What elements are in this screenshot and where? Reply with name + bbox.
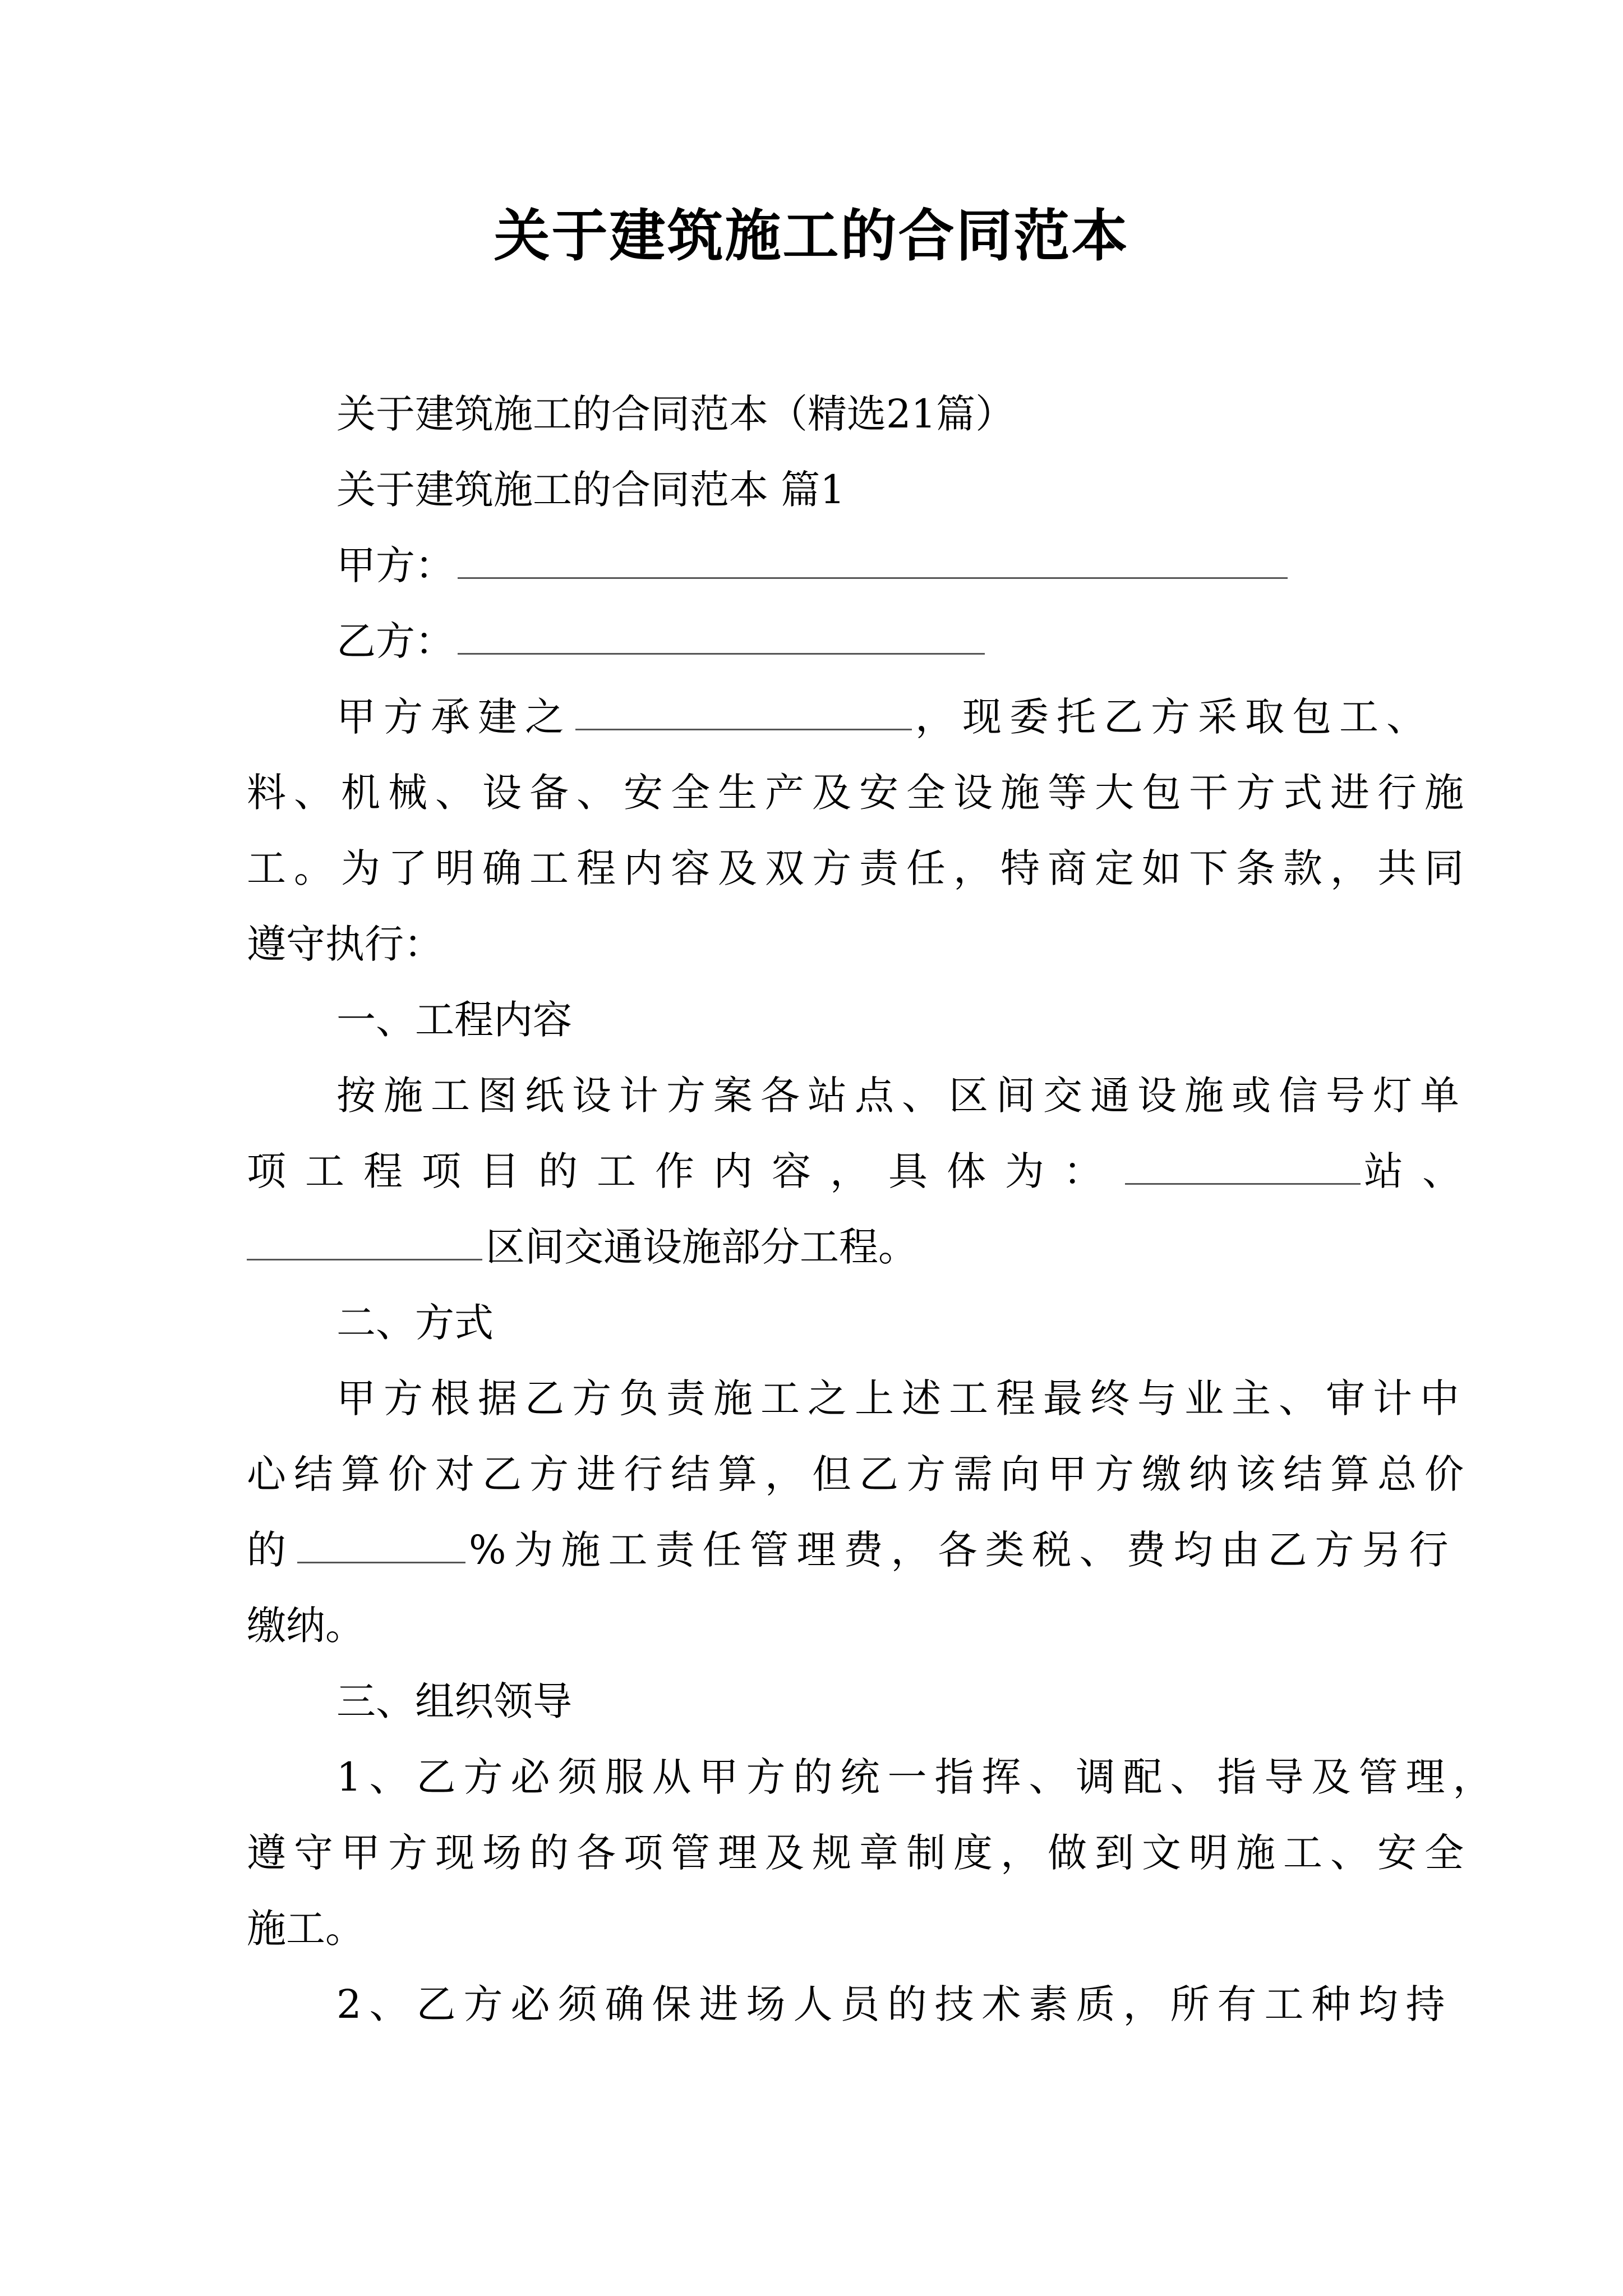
section-2-line-4: 缴纳。 xyxy=(247,1603,365,1649)
section-2-line-3 xyxy=(247,1512,1456,1588)
document-title: 关于建筑施工的合同范本 xyxy=(494,203,1129,269)
interval-blank xyxy=(247,1220,482,1260)
party-a-label: 甲方： xyxy=(336,542,454,588)
intro-line-4: 遵守执行： xyxy=(247,921,443,967)
section-1-text-3: 区间交通设施部分工程。 xyxy=(486,1224,917,1270)
intro-line-2: 料、机械、设备、安全生产及安全设施等大包干方式进行施 xyxy=(247,770,1472,816)
section-1-heading: 一、工程内容 xyxy=(336,997,572,1043)
intro-text-1a: 甲方承建之 xyxy=(336,694,572,740)
section-1-line-3 xyxy=(247,1209,1391,1285)
section-3-p1-line-2: 遵守甲方现场的各项管理及规章制度，做到文明施工、安全 xyxy=(247,1830,1472,1876)
section-1-line-2 xyxy=(247,1133,1481,1209)
project-name-blank xyxy=(575,689,912,730)
party-b-blank xyxy=(458,614,985,655)
intro-line-3: 工。为了明确工程内容及双方责任，特商定如下条款，共同 xyxy=(247,845,1472,891)
section-1-text-2b: 站、 xyxy=(1364,1148,1481,1194)
section-3-p1-line-3: 施工。 xyxy=(247,1906,365,1952)
document-subtitle: 关于建筑施工的合同范本（精选21篇） xyxy=(336,391,1015,437)
station-blank xyxy=(1125,1144,1361,1185)
section-2-text-3b: %为施工责任管理费，各类税、费均由乙方另行 xyxy=(469,1527,1456,1573)
section-3-p1-line-1: 1、乙方必须服从甲方的统一指挥、调配、指导及管理， xyxy=(336,1754,1500,1800)
section-heading: 关于建筑施工的合同范本 篇1 xyxy=(336,467,845,513)
party-b-line xyxy=(336,603,1402,679)
section-3-heading: 三、组织领导 xyxy=(336,1678,572,1724)
section-3-p2-line-1: 2、乙方必须确保进场人员的技术素质，所有工种均持 xyxy=(336,1981,1453,2027)
section-1-text-2a: 项工程项目的工作内容，具体为： xyxy=(247,1148,1122,1194)
section-2-line-1: 甲方根据乙方负责施工之上述工程最终与业主、审计中 xyxy=(336,1375,1467,1421)
fee-percent-blank xyxy=(297,1522,465,1563)
section-1-line-1: 按施工图纸设计方案各站点、区间交通设施或信号灯单 xyxy=(336,1073,1467,1119)
party-b-label: 乙方： xyxy=(336,618,454,664)
party-a-blank xyxy=(458,538,1288,579)
intro-text-1b: ，现委托乙方采取包工、 xyxy=(915,694,1433,740)
section-2-line-2: 心结算价对乙方进行结算，但乙方需向甲方缴纳该结算总价 xyxy=(247,1451,1472,1497)
section-2-heading: 二、方式 xyxy=(336,1300,494,1346)
party-a-line xyxy=(336,527,1402,604)
intro-line-1 xyxy=(336,679,1433,755)
section-2-text-3a: 的 xyxy=(247,1527,294,1573)
